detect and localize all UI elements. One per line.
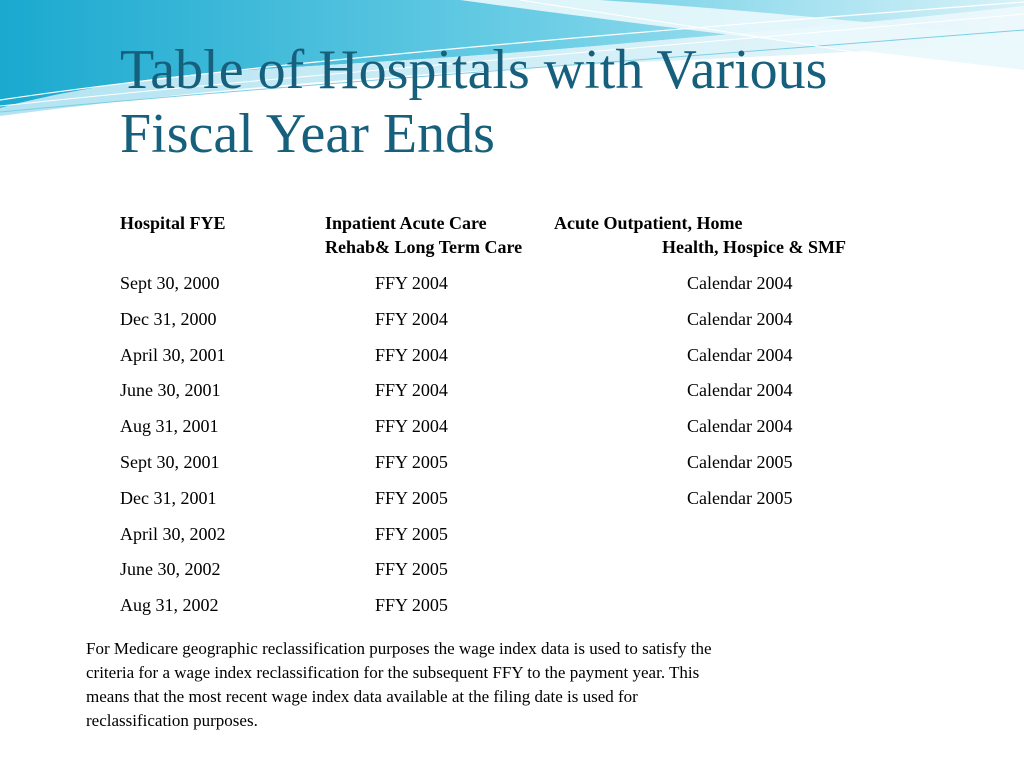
cell-outpatient: Calendar 2005	[687, 488, 793, 508]
footnote-line: means that the most recent wage index data available at the filing date is used for	[86, 687, 638, 706]
header-hospital-fye: Hospital FYE	[120, 213, 226, 233]
cell-inpatient: FFY 2005	[375, 559, 448, 579]
cell-hospital-fye: June 30, 2001	[120, 380, 221, 400]
cell-inpatient: FFY 2004	[375, 273, 448, 293]
cell-inpatient: FFY 2004	[375, 345, 448, 365]
header-outpatient-line2: Health, Hospice & SMF	[662, 237, 846, 257]
cell-hospital-fye: Dec 31, 2000	[120, 309, 217, 329]
cell-hospital-fye: Aug 31, 2002	[120, 595, 219, 615]
cell-hospital-fye: April 30, 2002	[120, 524, 226, 544]
header-outpatient-line1: Acute Outpatient, Home	[554, 213, 743, 233]
slide-title	[120, 38, 980, 166]
cell-hospital-fye: Sept 30, 2000	[120, 273, 220, 293]
cell-outpatient: Calendar 2004	[687, 309, 793, 329]
cell-outpatient: Calendar 2004	[687, 416, 793, 436]
cell-outpatient: Calendar 2004	[687, 380, 793, 400]
cell-hospital-fye: April 30, 2001	[120, 345, 226, 365]
cell-inpatient: FFY 2005	[375, 452, 448, 472]
cell-outpatient: Calendar 2004	[687, 345, 793, 365]
cell-inpatient: FFY 2004	[375, 380, 448, 400]
cell-hospital-fye: June 30, 2002	[120, 559, 221, 579]
header-inpatient-line2: Rehab& Long Term Care	[325, 237, 523, 257]
cell-inpatient: FFY 2004	[375, 309, 448, 329]
cell-outpatient: Calendar 2005	[687, 452, 793, 472]
cell-inpatient: FFY 2005	[375, 595, 448, 615]
slide-title-line2: Fiscal Year Ends	[120, 103, 495, 165]
footnote-line: For Medicare geographic reclassification purposes the wage index data is used to satisfy the	[86, 639, 712, 658]
cell-hospital-fye: Sept 30, 2001	[120, 452, 220, 472]
cell-inpatient: FFY 2005	[375, 524, 448, 544]
slide-title-line1: Table of Hospitals with Various	[120, 39, 828, 101]
cell-hospital-fye: Dec 31, 2001	[120, 488, 217, 508]
cell-hospital-fye: Aug 31, 2001	[120, 416, 219, 436]
footnote-line: criteria for a wage index reclassification for the subsequent FFY to the payment year. This	[86, 663, 700, 682]
cell-outpatient: Calendar 2004	[687, 273, 793, 293]
cell-inpatient: FFY 2005	[375, 488, 448, 508]
header-inpatient-line1: Inpatient Acute Care	[325, 213, 487, 233]
footnote	[86, 637, 846, 733]
cell-inpatient: FFY 2004	[375, 416, 448, 436]
footnote-line: reclassification purposes.	[86, 711, 258, 730]
